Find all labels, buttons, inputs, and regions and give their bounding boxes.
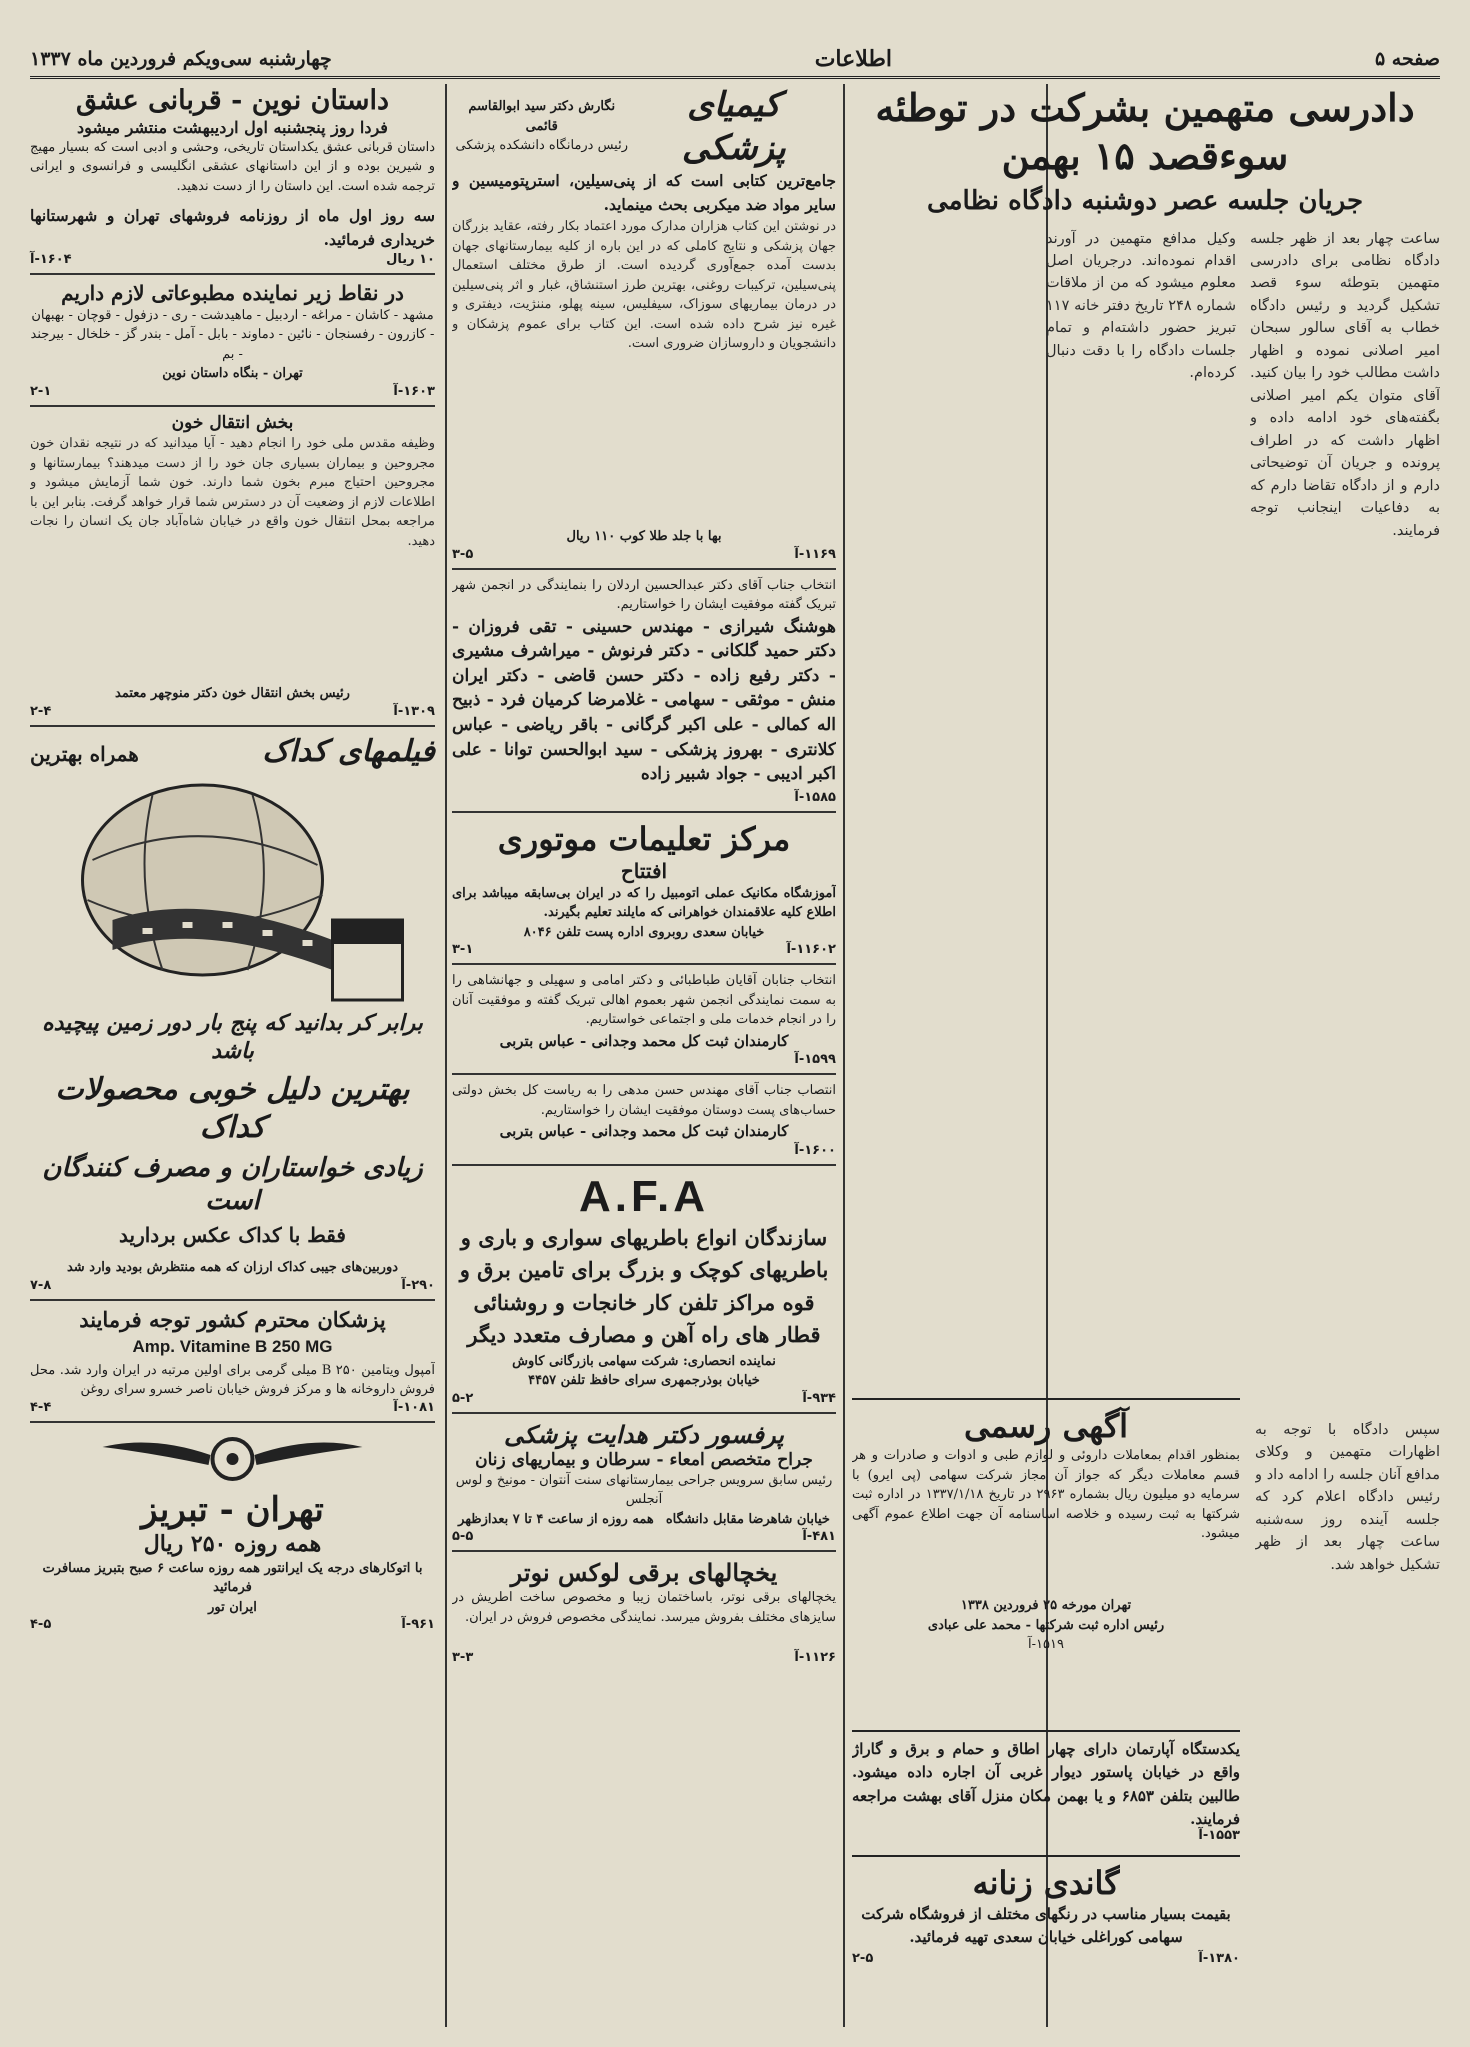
- chemistry-title: کیمیای پزشکی: [681, 85, 786, 168]
- agents-address: تهران - بنگاه داستان نوین: [162, 366, 303, 382]
- driving-school-title: مرکز تعلیمات موتوری: [497, 819, 791, 858]
- bus-body: با اتوکارهای درجه یک ایرانتور همه روزه ساعت ۶ صبح بتبریز مسافرت فرمائید: [42, 1560, 423, 1596]
- afa-address: خیابان بوذرجمهری سرای حافظ تلفن ۴۴۵۷: [528, 1373, 760, 1389]
- congrats-ad-1: [452, 971, 836, 1067]
- vitamin-code: ۱۰۸۱-آ: [393, 1399, 435, 1415]
- official-notice: [852, 1398, 1240, 1655]
- congrats-2-signature: کارمندان ثبت کل محمد وجدانی - عباس بتربی: [499, 1122, 789, 1141]
- apartment-ad: [852, 1730, 1240, 1843]
- congrats-ad-2: [452, 1081, 836, 1158]
- kodak-tag: همراه بهترین: [30, 741, 139, 766]
- fridge-ad: [452, 1558, 836, 1665]
- official-notice-code: ۱۵۱۹-آ: [1028, 1637, 1064, 1652]
- blood-code: ۱۳۰۹-آ: [393, 703, 435, 719]
- column-rule: [843, 84, 845, 2027]
- gandi-ad-title: گاندی زنانه: [852, 1855, 1240, 1903]
- blood-body: وظیفه مقدس ملی خود را انجام دهید - آیا میدانید که در نتیجه نقدان خون مجروحین و بیماران بسیاری جان خود را از دست میدهند؟ بیمارستانها و مجروحین احتیاج مبرم بخون شما دارند. خون شما آزمایش میشود و اطلاعات لازم از وضعیت آن در دسترس شما قرار خواهد گرفت. بنابر این با مراجعه بمحل انتقال خون واقع در خیابان شاه‌آباد جان یک انسان را نجات دهید.: [30, 436, 435, 549]
- chemistry-role: رئیس درمانگاه دانشکده پزشکی: [455, 138, 628, 154]
- kodak-code2: ۷-۸: [30, 1277, 52, 1293]
- bus-ad: [30, 1429, 435, 1633]
- kodak-subline: زیادی خواستاران و مصرف کنندگان است: [42, 1153, 423, 1216]
- afa-code: ۹۳۴-آ: [802, 1390, 836, 1406]
- chemistry-ad: [452, 84, 836, 562]
- kodak-brand-line: فیلمهای کداک: [262, 733, 435, 769]
- agents-cities: مشهد - کاشان - مراغه - اردبیل - ماهیدشت - ری - دزفول - قوچان - بهبهان - کازرون - رفسنجان - نائین - دماوند - بابل - آمل - بندر گز - خلخال - بیرجند - بم: [30, 307, 435, 362]
- column-rule: [445, 84, 447, 2027]
- middle-column: [452, 84, 836, 1665]
- doctor-ad: [452, 1420, 836, 1545]
- agents-code2: ۲-۱: [30, 383, 52, 399]
- article-body-2: وکیل مدافع متهمین در آورند اقدام نموده‌اند. درجریان اصل معلوم میشود که من از ملاقات شماره ۲۴۸ تاریخ دفتر خانه ۱۱۷ تبریز حضور داشته‌ام و تمام جلسات دادگاه را با دقت دنبال کرده‌ام.: [1046, 230, 1236, 382]
- chemistry-byline: نگارش دکتر سید ابوالقاسم قائمی: [468, 99, 616, 134]
- gandi-ad-code2: ۲-۵: [852, 1951, 874, 1966]
- agents-ad: [30, 281, 435, 399]
- blood-signature: رئیس بخش انتقال خون دکتر منوچهر معتمد: [115, 686, 350, 702]
- official-notice-date: تهران مورخه ۲۵ فروردین ۱۳۳۸: [960, 1598, 1132, 1613]
- bus-code: ۹۶۱-آ: [401, 1617, 435, 1633]
- blood-title: بخش انتقال خون: [171, 412, 294, 433]
- article-body-3: سپس دادگاه با توجه به اظهارات متهمین و وکلای مدافع آنان جلسه را ادامه داد و رئیس دادگاه اعلام کرد که جلسه آینده روز سه‌شنبه ساعت چهار بعد از ظهر تشکیل خواهد شد.: [1255, 1422, 1440, 1573]
- congrats-1-code: ۱۵۹۹-آ: [794, 1052, 836, 1068]
- fridge-code2: ۳-۳: [452, 1650, 474, 1666]
- chemistry-lead: جامع‌ترین کتابی است که از پنی‌سیلین، استرپتومیسین و سایر مواد ضد میکربی بحث مینماید.: [452, 171, 836, 215]
- doctor-title: پرفسور دکتر هدایت پزشکی: [504, 1419, 784, 1449]
- main-headline: دادرسی متهمین بشرکت در توطئه سوءقصد ۱۵ بهمن: [875, 85, 1415, 178]
- official-notice-body: بمنظور اقدام بمعاملات داروئی و لوازم طبی و ادوات و صادرات و هر قسم معاملات دیگر که جواز آن مجاز شرکت سهامی (پی ‌ایرو) با سرمایه دو میلیون ریال بشماره ۲۹۶۳ در تاریخ ۱۳۳۷/۱/۱۸ در اداره ثبت شرکتها به ثبت رسیده و خلاصه اساسنامه آن جهت اطلاع عموم آگهی میشود.: [852, 1448, 1240, 1541]
- vitamin-code2: ۴-۴: [30, 1399, 52, 1415]
- afa-body: سازندگان انواع باطریهای سواری و باری و باطریهای کوچک و بزرگ برای تامین برق و قوه مراکز تلفن کار خانجات و روشنائی قطار های راه آهن و مصارف متعدد دیگر: [459, 1224, 829, 1348]
- afa-agent: نماینده انحصاری: شرکت سهامی بازرگانی کاوش: [512, 1353, 776, 1369]
- vitamin-product: Amp. Vitamine B 250 MG: [132, 1336, 333, 1356]
- novel-extra: سه روز اول ماه از روزنامه فروشهای تهران و شهرستانها خریداری فرمائید.: [30, 205, 435, 249]
- kodak-code: ۲۹۰-آ: [401, 1277, 435, 1293]
- blood-ad: [30, 413, 435, 719]
- congrats-2-code: ۱۶۰۰-آ: [794, 1142, 836, 1158]
- congrats-1-signature: کارمندان ثبت کل محمد وجدانی - عباس بتربی: [499, 1031, 789, 1050]
- kodak-fine: دوربین‌های جیبی کداک ارزان که همه منتظرش بودید وارد شد: [66, 1260, 399, 1276]
- driving-school-subtitle: افتتاح: [620, 858, 668, 883]
- chemistry-code: ۱۱۶۹-آ: [794, 546, 836, 562]
- fridge-body: یخچالهای برقی نوتر، باساختمان زیبا و مخصوص ساخت اطریش در سایزهای مختلف بفروش میرسد. نمایندگی مخصوص فروش در ایران.: [452, 1590, 836, 1625]
- doctor-address: خیابان شاهرضا مقابل دانشگاه: [665, 1511, 830, 1527]
- election-code: ۱۵۸۵-آ: [794, 789, 836, 805]
- kodak-slogan: برابر کر بدانید که پنج بار دور زمین پیچیده باشد: [42, 1010, 423, 1064]
- chemistry-price: بها با جلد طلا کوب ۱۱۰ ریال: [566, 529, 722, 545]
- afa-logo: A.F.A: [579, 1171, 709, 1221]
- kodak-headline: بهترین دلیل خوبی محصولات کداک: [55, 1072, 410, 1145]
- afa-ad: [452, 1172, 836, 1406]
- gandi-ad-code: ۱۳۸۰-آ: [1198, 1951, 1240, 1966]
- doctor-code: ۴۸۱-آ: [802, 1529, 836, 1545]
- bus-title: تهران - تبریز: [141, 1489, 324, 1530]
- election-ad: [452, 576, 836, 805]
- bus-brand: ایران تور: [208, 1599, 257, 1615]
- doctor-hours: همه روزه از ساعت ۴ تا ۷ بعدازظهر: [458, 1511, 654, 1527]
- kodak-ad: فیلمهای کداک همراه بهترین Kodak برابر کر بدانید که پنج بار دور زمین پیچیده باشد بهترین دلیل خوبی محصولات کداک زیادی خواستاران و مصرف کنندگان است فقط با کداک عکس بردارید دوربین‌های جیبی کداک ارزان که همه منتظرش بودید وارد شد ۲۹۰-آ ۷-۸: [30, 733, 548, 1293]
- novel-code: ۱۶۰۴-آ: [30, 251, 72, 267]
- chemistry-code2: ۳-۵: [452, 546, 474, 562]
- official-notice-signature: رئیس اداره ثبت شرکتها - محمد علی عبادی: [927, 1617, 1165, 1633]
- afa-code2: ۵-۲: [452, 1390, 474, 1406]
- doctor-code2: ۵-۵: [452, 1529, 474, 1545]
- fridge-title: یخچالهای برقی لوکس نوتر: [510, 1558, 778, 1588]
- doctor-desc: رئیس سابق سرویس جراحی بیمارستانهای سنت آنتوان - مونیخ و لوس آنجلس: [455, 1472, 833, 1508]
- page-label: صفحه ۵: [1374, 48, 1440, 70]
- gandi-ad-body: بقیمت بسیار مناسب در رنگهای مختلف از فروشگاه شرکت سهامی کوراغلی خیابان سعدی تهیه فرمائید.: [861, 1905, 1231, 1947]
- election-intro: انتخاب جناب آقای دکتر عبدالحسین اردلان را بنمایندگی در انجمن شهر تبریک گفته موفقیت ایشان را خواستاریم.: [452, 577, 836, 613]
- novel-lead: فردا روز پنجشنبه اول اردیبهشت منتشر میشود: [77, 117, 388, 137]
- kodak-footer: فقط با کداک عکس بردارید: [119, 1223, 346, 1248]
- driving-school-code2: ۳-۱: [452, 942, 474, 958]
- bus-code2: ۴-۵: [30, 1617, 52, 1633]
- congrats-2-body: انتصاب جناب آقای مهندس حسن مدهی را به ریاست کل بخش دولتی حساب‌های پست دوستان موفقیت ایشان را خواستاریم.: [452, 1083, 836, 1118]
- agents-title: در نقاط زیر نماینده مطبوعاتی لازم داریم: [61, 280, 404, 305]
- fridge-code: ۱۱۲۶-آ: [794, 1650, 836, 1666]
- driving-school-address: خیابان سعدی روبروی اداره پست تلفن ۸۰۴۶: [523, 924, 765, 940]
- vitamin-body: آمپول ویتامین B ۲۵۰ میلی گرمی برای اولین مرتبه در ایران وارد شد. محل فروش داروخانه ها و مرکز فروش خیابان ناصر خسرو سرای روغن: [30, 1362, 435, 1398]
- bus-price: همه روزه ۲۵۰ ریال: [143, 1531, 322, 1558]
- winged-wheel-emblem: [30, 1429, 435, 1489]
- vitamin-title: پزشکان محترم کشور توجه فرمایند: [79, 1306, 386, 1332]
- paper-name: اطلاعات: [814, 46, 893, 72]
- date-line: چهارشنبه سی‌ویکم فروردین ماه ۱۳۳۷: [30, 48, 332, 70]
- novel-price: ۱۰ ریال: [386, 251, 435, 267]
- driving-school-code: ۱۱۶۰۲-آ: [786, 942, 836, 958]
- gandi-ad: [852, 1855, 1240, 1966]
- election-names: هوشنگ شیرازی - مهندس حسینی - تقی فروزان - دکتر حمید گلکانی - دکتر فرنوش - میراشرف مشیری - دکتر رفیع زاده - دکتر حسن قاضی - دکتر ایران منش - موثقی - سهامی - غلامرضا کرمیان فرد - ذبیح اله کمالی - علی اکبر گرگانی - باقر ریاضی - عباس کلانتری - بهروز پزشکی - سید ابوالحسن توانا - علی اکبر ادیبی - جواد شبیر زاده: [452, 616, 836, 785]
- vitamin-ad: [30, 1307, 435, 1415]
- agents-code: ۱۶۰۳-آ: [393, 383, 435, 399]
- apartment-ad-code: ۱۵۵۳-آ: [1198, 1828, 1240, 1843]
- article-body-1: ساعت چهار بعد از ظهر جلسه دادگاه نظامی برای دادرسی متهمین بتوطئه سوء قصد تشکیل گردید و رئیس دادگاه خطاب به آقای سالور سبحان امیر اصلانی نموده و اظهار داشت مطالب خود را بیان کنید. آقای متوان یکم امیر اصلانی بگفته‌های خود ادامه داده و اظهار داشت که در اطراف پرونده و جریان آن توضیحاتی دارم و از دادگاه تقاضا دارم که به دفاعیات اینجانب توجه فرمایند.: [1250, 230, 1440, 539]
- doctor-specialty: جراح متخصص امعاء - سرطان و بیماریهای زنان: [475, 1449, 813, 1470]
- official-notice-title: آگهی رسمی: [852, 1398, 1240, 1446]
- chemistry-body: در نوشتن این کتاب هزاران مدارک مورد اعتماد بکار رفته، عقاید بزرگان جهان پزشکی و نتایج کاملی که در این باره از کلیه بیمارستانهای جهان بدست آمده جمع‌آوری گردیده است. از طرق مختلف استعمال پنی‌سیلین، ترکیبات روغنی، بهترین طرز استنشاق، غبار و اثر پنی‌سیلین در درمان بیماریهای سوزاک، سیفلیس، سینه پهلو، مننژیت، دیفتری و غیره نیز شرح داده شده است. این کتاب برای عموم پزشکان و دانشجویان و داروسازان ضروری است.: [452, 219, 836, 352]
- driving-school-body: آموزشگاه مکانیک عملی اتومبیل را که در ایران بی‌سابقه میباشد برای اطلاع کلیه علاقمندان خواهرانی که مایلند تعلیم بگیرند.: [452, 885, 836, 921]
- masthead: [30, 42, 1440, 79]
- congrats-1-body: انتخاب جنابان آقایان طباطبائی و دکتر امامی و سهیلی و جهانشاهی را به سمت نمایندگی انجمن شهر بعموم اهالی تبریک گفته و موفقیت آنان را در انجام خدمات ملی و اجتماعی خواستاریم.: [452, 973, 836, 1028]
- globe-film-illustration: [30, 770, 435, 1010]
- main-subheadline: جریان جلسه عصر دوشنبه دادگاه نظامی: [926, 186, 1364, 216]
- blood-code2: ۲-۴: [30, 703, 52, 719]
- novel-ad: [30, 84, 435, 267]
- novel-body: داستان قربانی عشق یکداستان تاریخی، وحشی و ادبی است که بسیار مهیج و شیرین بوده و از این داستانهای عشقی انگلیسی و فرانسوی و ایرانی ترجمه شده است. این داستان را از دست ندهید.: [30, 139, 435, 194]
- apartment-ad-body: یکدستگاه آپارتمان دارای چهار اطاق و حمام و برق و گاراژ واقع در خیابان پاستور دیوار غربی آن اجاره داده میشود. طالبین بتلفن ۶۸۵۳ و یا بهمن مکان منزل آقای بهشت مراجعه فرمایند.: [852, 1730, 1240, 1828]
- novel-title: داستان نوین - قربانی عشق: [76, 85, 389, 116]
